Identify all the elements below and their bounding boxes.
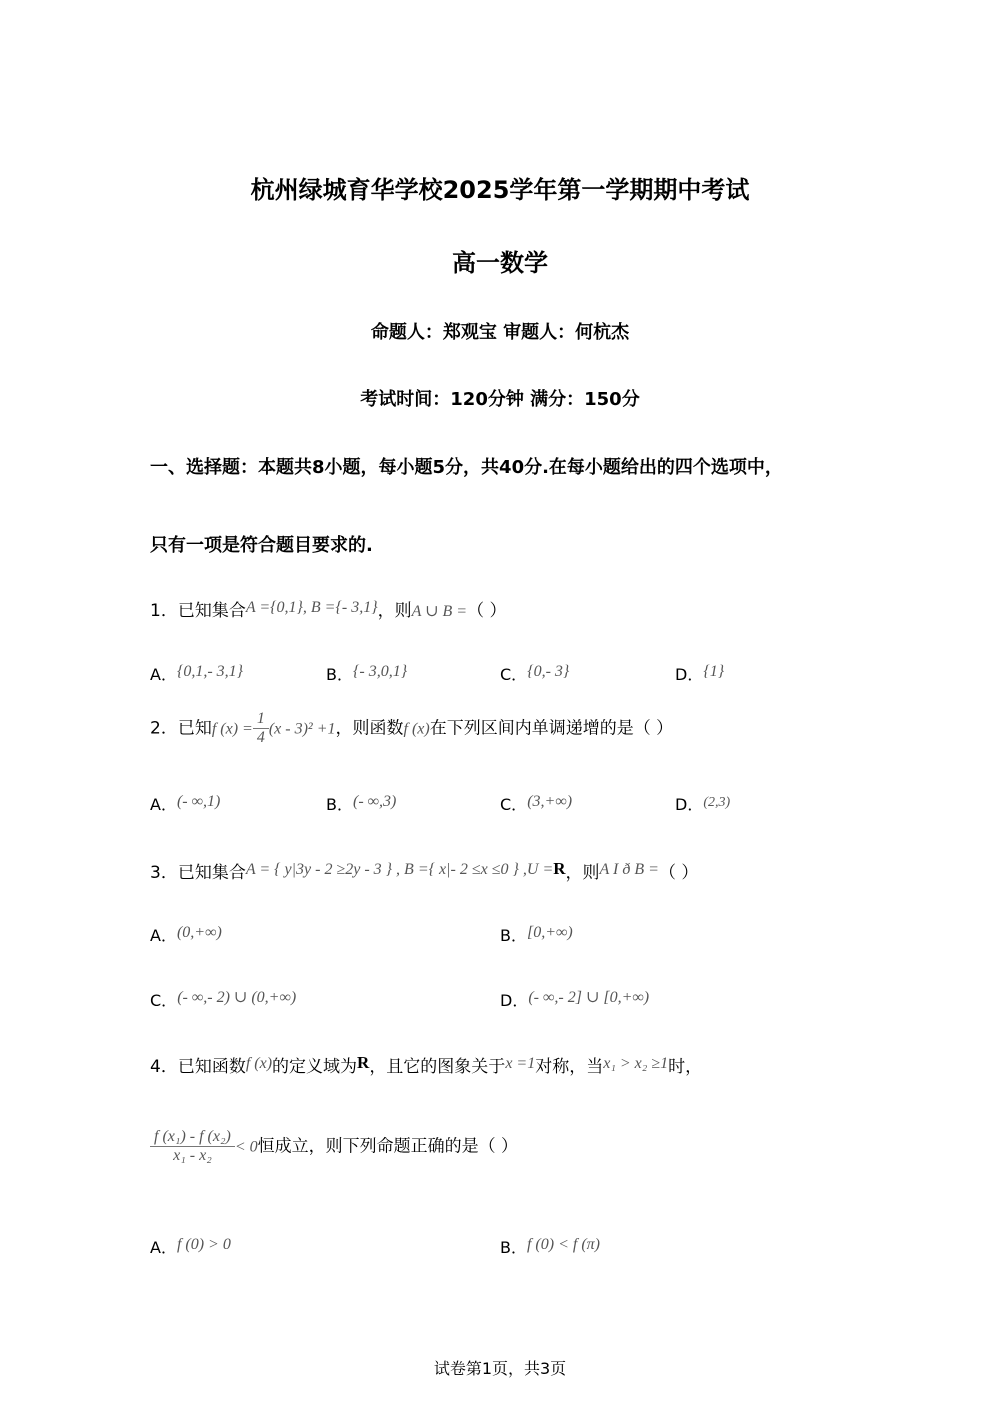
q3-option-d: D．(- ∞,- 2] ∪ [0,+∞) [500, 989, 650, 1010]
question-2-fraction: $\frac{1}{4}$ [253, 710, 269, 747]
q3-option-a: A．(0,+∞) [150, 924, 222, 945]
question-4-text2: ，且它的图象关于 [369, 1057, 506, 1077]
question-1 [150, 596, 506, 621]
question-4-line2 [150, 1128, 518, 1165]
question-3-math: A = { y|3y - 2 ≥2y - 3 } , B ={ x|- 2 ≤x ≤0 } ,U = [245, 861, 554, 878]
question-4-line2-suffix: 恒成立，则下列命题正确的是（ ） [257, 1136, 519, 1157]
question-2-mid: ，则函数 [335, 718, 404, 739]
question-3-prefix: 3．已知集合 [150, 863, 246, 883]
authors-line: 命题人：郑观宝 审题人：何杭杰 [370, 322, 630, 343]
question-1-prefix: 1．已知集合 [150, 601, 246, 621]
q3-option-c: C．(- ∞,- 2) ∪ (0,+∞) [150, 989, 297, 1010]
q1-option-c: C．{0,- 3} [500, 663, 570, 684]
question-2-math-lhs: f (x) = [211, 720, 253, 738]
question-4-text1: 的定义域为 [272, 1057, 358, 1077]
question-1-math: A ={0,1}, B ={- 3,1} [245, 599, 378, 616]
question-4 [150, 1052, 702, 1077]
q1-option-b: B．{- 3,0,1} [326, 663, 408, 684]
question-4-prefix: 4．已知函数 [150, 1057, 246, 1077]
q3-option-b: B．[0,+∞) [500, 924, 573, 945]
q1-option-a: A．{0,1,- 3,1} [150, 663, 244, 684]
question-3-mid: ，则 [565, 863, 600, 883]
question-4-math2: x =1 [505, 1055, 536, 1072]
q4-option-a: A．f (0) > 0 [150, 1236, 231, 1257]
question-4-math1: f (x) [245, 1055, 273, 1072]
q2-option-a: A．(- ∞,1) [150, 793, 221, 814]
section-heading-line2: 只有一项是符合题目要求的. [150, 535, 373, 556]
question-4-fraction-tail: < 0 [234, 1138, 258, 1156]
question-4-math3: x₁ > x₂ ≥1 [603, 1055, 669, 1072]
question-4-text4: 时， [668, 1057, 703, 1077]
question-2-suffix: 在下列区间内单调递增的是（ ） [429, 718, 674, 739]
question-4-text3: 对称，当 [535, 1057, 604, 1077]
question-1-math2: A ∪ B = [411, 603, 468, 620]
page-footer: 试卷第1页，共3页 [433, 1359, 567, 1378]
question-1-mid: ，则 [377, 601, 412, 621]
question-4-real-set: R [357, 1053, 370, 1072]
question-3 [150, 858, 698, 883]
subject-title: 高一数学 [452, 249, 548, 277]
question-2-prefix: 2．已知 [150, 718, 212, 739]
exam-title: 杭州绿城育华学校2025学年第一学期期中考试 [250, 176, 750, 204]
q2-option-d: D．(2,3) [675, 795, 731, 814]
question-2 [150, 710, 673, 747]
question-4-fraction: $\frac{\text{f (x₁) - f (x₂)}}{\text{x₁ - x₂}}$ [150, 1128, 235, 1165]
question-3-suffix: （ ） [658, 863, 699, 883]
question-3-math2: A I ð B = [599, 861, 659, 878]
q2-option-b: B．(- ∞,3) [326, 793, 397, 814]
section-heading-line1: 一、选择题：本题共8小题，每小题5分，共40分.在每小题给出的四个选项中， [150, 457, 783, 478]
q1-option-d: D．{1} [675, 663, 725, 684]
exam-info-line: 考试时间：120分钟 满分：150分 [360, 389, 640, 410]
question-3-real-set: R [553, 859, 566, 878]
q4-option-b: B．f (0) < f (π) [500, 1236, 600, 1257]
question-2-math2: f (x) [403, 720, 430, 738]
question-1-suffix: （ ） [467, 601, 507, 621]
question-2-math-rhs: (x - 3)² +1 [268, 720, 336, 738]
q2-option-c: C．(3,+∞) [500, 793, 573, 814]
